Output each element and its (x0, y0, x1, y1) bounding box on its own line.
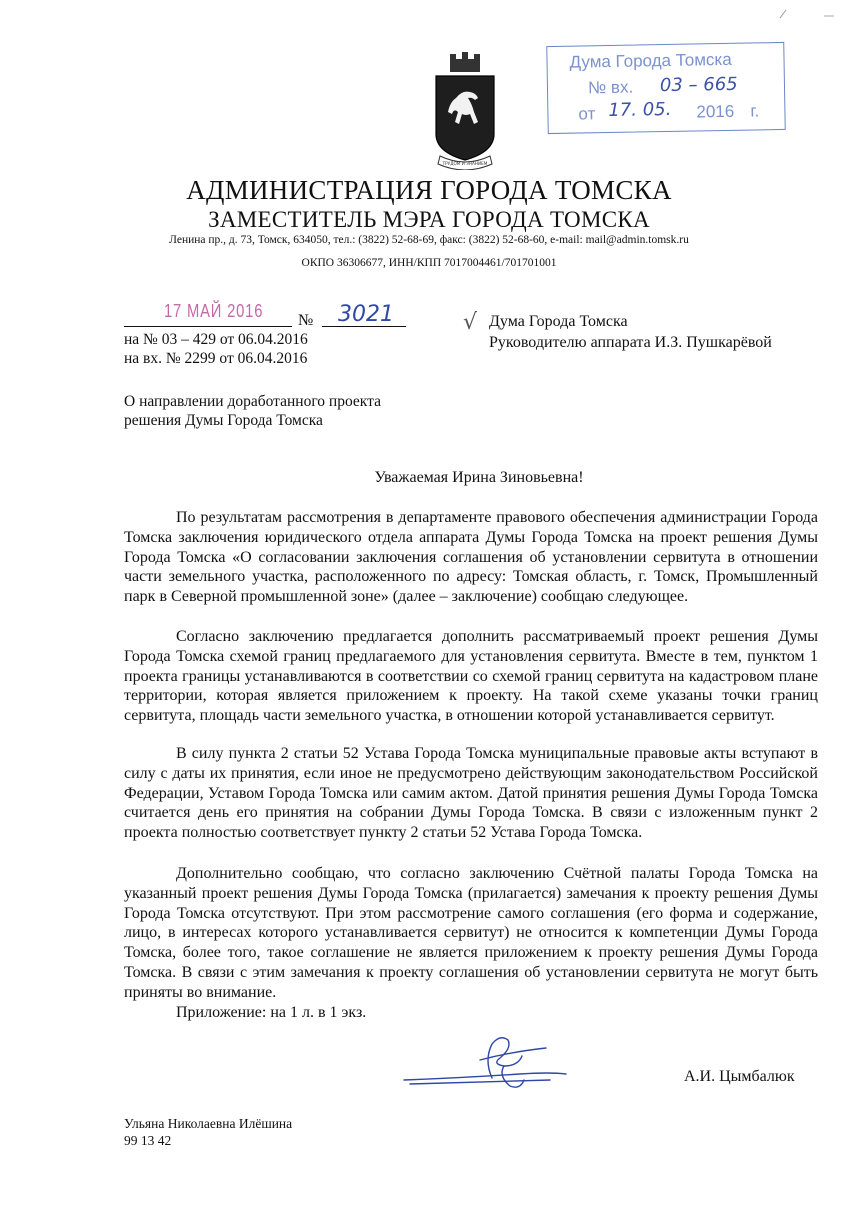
stamp-date-value: 17. 05. (608, 98, 672, 122)
addressee-person: Руководителю аппарата И.З. Пушкарёвой (489, 334, 772, 351)
body-paragraph-3: В силу пункта 2 статьи 52 Устава Города Томска муниципальные правовые акты вступают в силу с даты их принятия, если иное не предусмотрено действующим законодательством Российской Федерации, Уставом Города Томска или самим актом. Датой принятия решения Думы Города Томска считается день его принятия на собрании Думы Города Томска. В связи с изложенным пункт 2 проекта полностью соответствует пункту 2 статьи 52 Устава Города Томска. (124, 745, 818, 842)
handwritten-signature (400, 1030, 570, 1090)
subject-line-2: решения Думы Города Томска (124, 412, 323, 429)
incoming-registration-stamp (546, 42, 785, 134)
letter-subject (124, 392, 424, 430)
number-underline (322, 326, 406, 327)
executor-phone: 99 13 42 (124, 1133, 172, 1148)
body-paragraph-1: По результатам рассмотрения в департаменте правового обеспечения администрации Города Томска заключения юридического отдела аппарата Думы Города Томска на проект решения Думы Города Томска «О согласовании заключения соглашения об установлении сервитута в отношении части земельного участка, расположенного по адресу: Томская область, г. Томск, Промышленный парк в Северной промышленной зоне» (далее – заключение) сообщаю следующее. (124, 509, 818, 606)
body-paragraph-2: Согласно заключению предлагается дополнить рассматриваемый проект решения Думы Города Томска схемой границ предлагаемого для установления сервитута. Вместе в тем, пунктом 1 проекта границы устанавливаются в соответствии со схемой границ сервитута на кадастровом плане территории, которая является приложением к проекту. На такой схеме указаны точки границ сервитута, площадь части земельного участка, в отношении которой устанавливается сервитут. (124, 628, 818, 725)
deputy-title: ЗАМЕСТИТЕЛЬ МЭРА ГОРОДА ТОМСКА (208, 207, 650, 232)
executor-name: Ульяна Николаевна Илёшина (124, 1116, 293, 1131)
org-codes: ОКПО 36306677, ИНН/КПП 7017004461/701701001 (301, 257, 557, 269)
outgoing-date-stamp: 17 МАЙ 2016 (164, 301, 264, 321)
subject-line-1: О направлении доработанного проекта (124, 393, 381, 410)
scan-marks (760, 6, 858, 26)
check-mark: √ (463, 310, 478, 335)
attachment-note: Приложение: на 1 л. в 1 экз. (176, 1004, 367, 1021)
org-title: АДМИНИСТРАЦИЯ ГОРОДА ТОМСКА (186, 175, 672, 205)
signer-name: А.И. Цымбалюк (684, 1068, 795, 1085)
stamp-org: Дума Города Томска (569, 49, 732, 72)
stamp-year-suffix: г. (750, 101, 760, 121)
stamp-year: 2016 (696, 101, 735, 122)
body-paragraph-4: Дополнительно сообщаю, что согласно заключению Счётной палаты Города Томска на указанный проект решения Думы Города Томска (прилагается) замечания к проекту решения Думы Города Томска отсутствуют. При этом рассмотрение самого соглашения (его форма и содержание, лицо, в интересах которого устанавливается сервитут) не относится к компетенции Думы Города Томска, более того, такое соглашение не является приложением к проекту решения Думы Города Томска. В связи с этим замечания к проекту соглашения об установлении сервитута не могут быть приняты во внимание. (124, 865, 818, 1001)
number-sign: № (298, 312, 314, 329)
crest-motto: ТРУДОМ И ЗНАНИЕМ (442, 161, 488, 166)
salutation: Уважаемая Ирина Зиновьевна! (374, 469, 584, 486)
org-address: Ленина пр., д. 73, Томск, 634050, тел.: (3822) 52-68-69, факс: (3822) 52-68-60, e-mail: mail@admin.tomsk.ru (169, 234, 689, 246)
stamp-no-value: 03 – 665 (659, 73, 738, 97)
outgoing-number: 3021 (338, 302, 394, 327)
stamp-no-label: № вх. (587, 77, 634, 98)
stamp-date-prefix: от (578, 104, 596, 124)
date-underline (124, 326, 292, 327)
reference-line-1: на № 03 – 429 от 06.04.2016 (124, 331, 308, 348)
reference-line-2: на вх. № 2299 от 06.04.2016 (124, 350, 308, 367)
tomsk-coat-of-arms (432, 52, 498, 170)
addressee-org: Дума Города Томска (489, 313, 628, 330)
